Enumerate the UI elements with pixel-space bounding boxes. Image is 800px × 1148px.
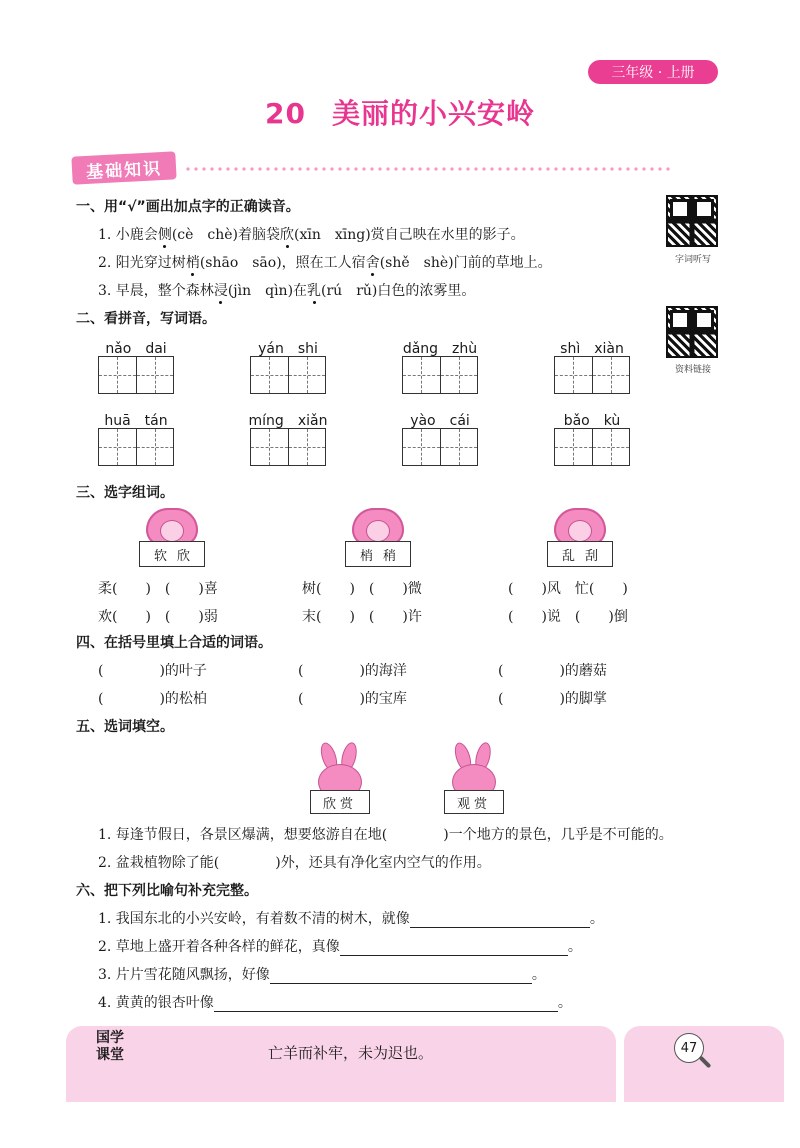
writing-grid[interactable] (554, 356, 630, 394)
text: 3. 片片雪花随风飘扬，好像 (98, 967, 270, 983)
q6-line-4 (98, 992, 572, 1012)
footer-label: 国学课堂 (96, 1030, 124, 1063)
q4-item: ( )的脚掌 (498, 691, 607, 707)
word-sign: 欣赏 (310, 790, 370, 814)
dotted-char: 梢 (186, 252, 200, 272)
qr-code-icon[interactable] (666, 195, 718, 247)
writing-grid[interactable] (250, 428, 326, 466)
q1-line-3 (98, 280, 475, 300)
answer-blank[interactable] (270, 969, 532, 984)
q3-item: 末( ) ( )许 (302, 609, 422, 625)
pinyin-label: míng xiǎn (248, 413, 328, 429)
writing-grid[interactable] (98, 356, 174, 394)
pinyin-label: shì xiàn (560, 341, 624, 357)
footer-band (66, 1026, 616, 1102)
text: 。 (567, 939, 582, 955)
q3-item: ( )说 ( )倒 (508, 609, 628, 625)
character-sign: 乱刮 (547, 541, 613, 567)
text: 2. 阳光穿过树 (98, 255, 186, 271)
dotted-char: 浸 (214, 280, 228, 300)
q1-line-1 (98, 224, 525, 244)
character-sign: 软欣 (139, 541, 205, 567)
q2-heading: 二、看拼音，写词语。 (76, 311, 216, 327)
grade-badge: 三年级 · 上册 (588, 60, 718, 84)
q6-heading: 六、把下列比喻句补充完整。 (76, 883, 258, 899)
q3-item: 欢( ) ( )弱 (98, 609, 218, 625)
text: (jìn qìn)在 (227, 283, 308, 299)
text: 。 (531, 967, 546, 983)
text: 3. 早晨，整个森林 (98, 283, 214, 299)
q4-heading: 四、在括号里填上合适的词语。 (76, 635, 272, 651)
q1-line-2 (98, 252, 552, 272)
pinyin-label: huā tán (104, 413, 168, 429)
page-number: 47 (674, 1033, 704, 1063)
proverb: 亡羊而补牢，未为迟也。 (268, 1044, 434, 1062)
pinyin-label: yán shi (258, 341, 318, 357)
q4-item: ( )的海洋 (298, 663, 407, 679)
q4-item: ( )的叶子 (98, 663, 207, 679)
pinyin-label: yào cái (410, 413, 470, 429)
qr-code-icon[interactable] (666, 306, 718, 358)
q3-item: 树( ) ( )微 (302, 581, 422, 597)
text: 1. 我国东北的小兴安岭，有着数不清的树木，就像 (98, 911, 410, 927)
q4-item: ( )的蘑菇 (498, 663, 607, 679)
dotted-char: 舍 (366, 252, 380, 272)
pinyin-label: nǎo dai (105, 341, 167, 357)
q6-line-1 (98, 908, 604, 928)
lesson-title (0, 92, 800, 132)
q5-line-2: 2. 盆栽植物除了能( )外，还具有净化室内空气的作用。 (98, 855, 491, 871)
section-badge: 基础知识 (71, 151, 176, 184)
writing-grid[interactable] (98, 428, 174, 466)
answer-blank[interactable] (340, 941, 568, 956)
q5-heading: 五、选词填空。 (76, 719, 174, 735)
qr-label-dictation: 字词听写 (674, 255, 711, 265)
dotted-divider (184, 166, 674, 172)
text: 。 (557, 995, 572, 1011)
writing-grid[interactable] (402, 428, 478, 466)
answer-blank[interactable] (410, 913, 590, 928)
lesson-number: 20 (265, 97, 306, 130)
text: 4. 黄黄的银杏叶像 (98, 995, 214, 1011)
text: 1. 小鹿会 (98, 227, 158, 243)
q1-heading: 一、用“√”画出加点字的正确读音。 (76, 199, 300, 215)
text: (xīn xīng)赏自己映在水里的影子。 (294, 227, 525, 243)
dotted-char: 侧 (158, 224, 172, 244)
text: (shāo sāo)，照在工人宿 (199, 255, 366, 271)
text: 2. 草地上盛开着各种各样的鲜花，真像 (98, 939, 340, 955)
writing-grid[interactable] (554, 428, 630, 466)
q4-item: ( )的宝库 (298, 691, 407, 707)
character-sign: 梢稍 (345, 541, 411, 567)
q3-item: 柔( ) ( )喜 (98, 581, 218, 597)
word-sign: 观赏 (444, 790, 504, 814)
pinyin-label: bǎo kù (563, 413, 621, 429)
q6-line-3 (98, 964, 546, 984)
q4-item: ( )的松柏 (98, 691, 207, 707)
writing-grid[interactable] (250, 356, 326, 394)
q5-line-1: 1. 每逢节假日，各景区爆满，想要悠游自在地( )一个地方的景色，几乎是不可能的。 (98, 827, 673, 843)
q6-line-2 (98, 936, 582, 956)
pinyin-label: dǎng zhù (402, 341, 478, 357)
text: (rú rǔ)白色的浓雾里。 (321, 283, 476, 299)
lesson-title-text: 美丽的小兴安岭 (331, 97, 535, 130)
dotted-char: 欣 (280, 224, 294, 244)
writing-grid[interactable] (402, 356, 478, 394)
text: 。 (589, 911, 604, 927)
text: (shě shè)门前的草地上。 (379, 255, 552, 271)
dotted-char: 乳 (307, 280, 321, 300)
q3-item: ( )风 忙( ) (508, 581, 628, 597)
q3-heading: 三、选字组词。 (76, 485, 174, 501)
qr-label-resources: 资料链接 (674, 365, 711, 375)
answer-blank[interactable] (214, 997, 558, 1012)
text: (cè chè)着脑袋 (171, 227, 281, 243)
